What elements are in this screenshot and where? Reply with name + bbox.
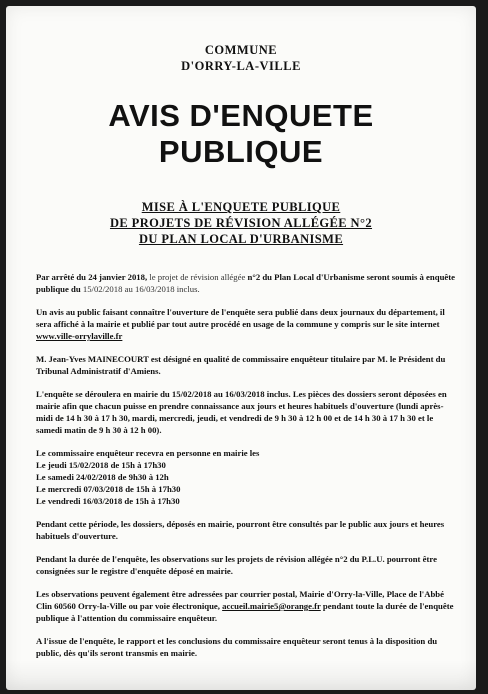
notice-body [36, 271, 458, 670]
paragraph-publication [36, 306, 458, 342]
decree-date: Par arrêté du 24 janvier 2018, [36, 272, 148, 282]
publication-text: Un avis au public faisant connaître l'ouverture de l'enquête sera publié dans deux journaux du département, il sera affiché à la mairie et publié par tout autre procédé en usage de la commune y compris sur le site internet [36, 307, 445, 329]
notice-sheet [6, 6, 476, 690]
notice-title [6, 98, 476, 170]
schedule-item: Le mercredi 07/03/2018 de 15h à 17h30 [36, 484, 181, 494]
notice-subtitle [6, 199, 476, 247]
website-link[interactable]: www.ville-orrylaville.fr [36, 331, 123, 341]
schedule-block [36, 447, 458, 507]
decree-plu: n°2 du Plan Local d'Urbanisme seront soumis à enquête publique du [36, 272, 456, 294]
paragraph-commissioner: M. Jean-Yves MAINECOURT est désigné en qualité de commissaire enquêteur titulaire par M. le Président du Tribunal Administratif d'Amiens. [36, 354, 446, 376]
paragraph-conclusion: A l'issue de l'enquête, le rapport et les conclusions du commissaire enquêteur seront tenus à la disposition du public, dès qu'ils seront transmis en mairie. [36, 636, 438, 658]
paragraph-observations [36, 588, 458, 624]
schedule-item: Le jeudi 15/02/2018 de 15h à 17h30 [36, 460, 166, 470]
subtitle-line-3: DU PLAN LOCAL D'URBANISME [138, 232, 344, 246]
paragraph-dates: L'enquête se déroulera en mairie du 15/02/2018 au 16/03/2018 inclus. Les pièces des dossiers seront déposées en mairie afin que chacun puisse en prendre connaissance aux jours et heures habituels d'ouverture (lundi après-midi de 14 h 30 à 17 h 30, mardi, mercredi, jeudi, et vendredi de 9 h 30 à 12 h 00 et de 14 h 30 à 17 h 30 et le samedi matin de 9 h 30 à 12 h 00). [36, 389, 447, 435]
title-line-2: PUBLIQUE [158, 134, 324, 169]
commune-line-2: D'ORRY-LA-VILLE [181, 59, 301, 73]
paragraph-consultation: Pendant cette période, les dossiers, déposés en mairie, pourront être consultés par le public aux jours et heures habituels d'ouverture. [36, 519, 445, 541]
subtitle-line-2: DE PROJETS DE RÉVISION ALLÉGÉE N°2 [109, 216, 373, 230]
observations-tail: pendant toute la durée de l'enquête publique à l'attention du commissaire enquêteur. [36, 601, 454, 623]
schedule-item: Le samedi 24/02/2018 de 9h30 à 12h [36, 472, 169, 482]
paragraph-decree [36, 271, 458, 295]
commune-line-1: COMMUNE [204, 43, 278, 57]
paragraph-register: Pendant la durée de l'enquête, les observations sur les projets de révision allégée n°2 du P.L.U. pourront être consignées sur le registre d'enquête déposé en mairie. [36, 554, 437, 576]
commune-header [6, 42, 476, 74]
email-link[interactable]: accueil.mairie5@orange.fr [222, 601, 321, 611]
schedule-item: Le vendredi 16/03/2018 de 15h à 17h30 [36, 496, 180, 506]
observations-text: Les observations peuvent également être adressées par courrier postal, Mairie d'Orry-la-Ville, Place de l'Abbé Clin 60560 Orry-la-Ville ou par voie électronique, [36, 589, 444, 611]
title-line-1: AVIS D'ENQUETE [108, 98, 374, 133]
subtitle-line-1: MISE À L'ENQUETE PUBLIQUE [141, 200, 341, 214]
decree-project: le projet de révision allégée [147, 272, 248, 282]
decree-period: 15/02/2018 au 16/03/2018 inclus. [82, 284, 200, 294]
schedule-intro: Le commissaire enquêteur recevra en personne en mairie les [36, 448, 260, 458]
